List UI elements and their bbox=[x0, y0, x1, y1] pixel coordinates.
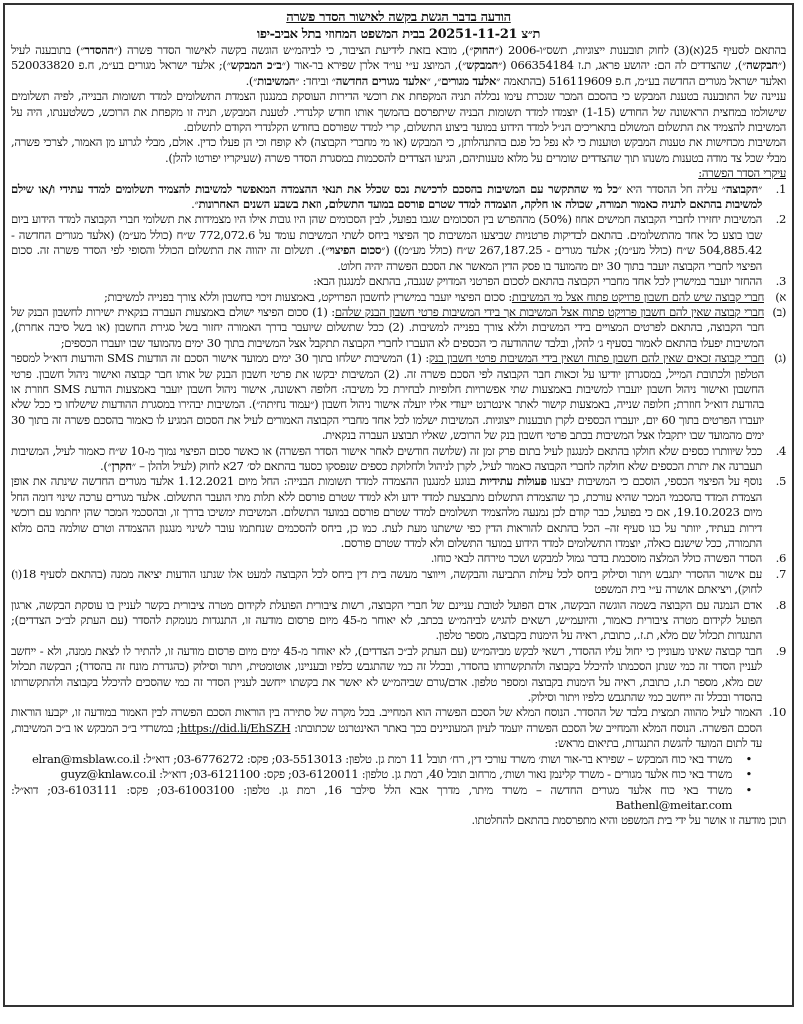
text-segment: ״), שהצדדים לה הם: יהושע פראג, ת.ז 066354184 (״ bbox=[497, 58, 747, 73]
text-segment: ״). bbox=[100, 458, 112, 473]
item-number: 1. bbox=[775, 181, 786, 196]
settlement-item bbox=[11, 444, 786, 475]
item-text bbox=[11, 551, 762, 566]
text-segment: המשיבות מכחישות את טענות המבקש וטוענות כי לא נפל כל פגם בהתנהלותן, כי המבקש (או מי מחברי הקבוצה) לא קופח וכי הן פעלו כדין. אולם, מבלי לגרוע מן האמור, לצרכי פשרה, מבלי שכל צד מודה בטענות משנהו תוך שהצדדים שומרים על מלוא טענותיהם, הגיעו הצדדים להסכמות במסגרת הסדר פשרה (שעיקריו יפורטו להלן). bbox=[11, 135, 786, 165]
text-segment: ״). bbox=[245, 73, 258, 88]
item-paragraph bbox=[11, 598, 762, 644]
item-text bbox=[11, 644, 762, 706]
text-segment: : סכום הפיצוי יועבר במישרין לחשבון הפרויקט, באמצעות זיכוי בחשבון וללא צורך בפנייה למשיבות; bbox=[104, 289, 512, 304]
sub-item-label: (ב) bbox=[772, 304, 786, 319]
item-text bbox=[11, 444, 762, 475]
notice-frame bbox=[3, 3, 794, 1007]
text-segment: ; במשרדי ב״כ המבקש או ב״כ המשיבות, עד לתום המועד להגשת התנגדות, בתיאום מראש: bbox=[11, 720, 762, 751]
text-segment: ״) בתובענה לעיל (״ bbox=[11, 43, 786, 73]
text-segment: אלעד מגורים bbox=[441, 73, 497, 88]
text-segment: כל מי שהתקשר עם המשיבות בהסכם לרכישת נכס שכלל את תנאי ההצמדה המאפשר למשיבות להצמיד תשלומים למדד עתידי ו/או שילם למשיבות בהתאם לתניה כאמור תמורה, שכולה או חלקה, הוצמדה למדד שטרם פורסם במועד התשלום, וזאת בשבע השנים האחרונות bbox=[11, 181, 762, 212]
item-text bbox=[11, 598, 762, 644]
text-segment: חבר קבוצה שאינו מעוניין כי יחול עליו ההסדר, רשאי לבקש מביהמ״ש (עם העתק לב״כ הצדדים), לא יאוחר מ-45 ימים מיום פרסום מודעה זו, להתיר לו לצאת ממנה, ולא - ייחשב לעניין הסדר זה כמי שנתן הסכמתו להיכלל בקבוצה ולהתקשרותו בהסדר, ובכלל זה כמי שהתגבש כלפיו ובעניינו, אוטומטית, ויתור וסילוק (כהגדרת מונח זה בהסדר); הבקשה תכלול שם מלא, מספר ת.ז, כתובת, ראיה על הימנות בקבוצה ומספר טלפון. אדם/גורם שביהמ״ש לא יאשר את בקשתו ייחשב לעניין הסדר זה כמי שהסכים להיכלל בקבוצה ולהתקשרותו בהסדר ובכלל זה ייחשב כמי שהתגבש כלפיו ויתור וסילוק. bbox=[11, 643, 762, 705]
text-segment: ככל שיוותרו כספים שלא חולקו בהתאם למנגנון לעיל בתום פרק זמן זה (שלושה חודשים לאחר אישור הסדר הפשרה) או כאשר סכום הפיצוי נמוך מ-10 ש״ח כאמור לעיל, המשיבות תעברנה את יתרת הכספים שלא חולקה לחברי הקבוצה כאמור לעיל, לקרן לניהול ולחלוקת כספים שנפסקו כסעד בהתאם לס׳ 27א לחוק (לעיל ולהלן – ״ bbox=[11, 443, 762, 473]
text-segment: הסדר הפשרה כולל המלצה מוסכמת בדבר גמול למבקש ושכר טירחה לבאי כוחו. bbox=[430, 551, 762, 566]
text-segment: ״ וביחד: ״ bbox=[295, 73, 336, 88]
item-number: 9. bbox=[775, 643, 786, 658]
item-paragraph bbox=[11, 474, 762, 551]
text-segment: עם אישור ההסדר יתגבש ויתור וסילוק ביחס לכל עילות התביעה והבקשה, וייווצר מעשה בית דין ביחס לכל הקבוצה למעט אלו שנתנו הודעות יציאה ממנה (בהתאם לסעיף 18(ו) לחוק), ויציאתם אושרה ע״י בית המשפט bbox=[11, 566, 762, 597]
text-segment: אדם הנמנה עם הקבוצה בשמה הוגשה הבקשה, אדם הפועל לטובת עניינם של חברי הקבוצה, רשות ציבורית הפועלת לקידום מטרה ציבורית בקשר לעניין בו עוסקת הבקשה, ארגון הפועל לקידום מטרה ציבורית כאמור, והיועמ״ש, רשאים להגיש לביהמ״ש בכתב, לא יאוחר מ-45 מיום פרסום מודעה זו, התנגדות מנומקת להסדר (עם העתק לב״כ הצדדים); התנגדות תכלול שם מלא, ת.ז., כתובת, ראיה על הימנות בקבוצה, מספר טלפון. bbox=[11, 597, 763, 643]
sub-item bbox=[11, 351, 786, 443]
sub-item bbox=[11, 290, 786, 305]
sub-item-text bbox=[11, 290, 764, 305]
item-paragraph bbox=[11, 705, 762, 751]
contact-text: משרד באי כוח אלעד מגורים החדשה – משרד מיתר, מדרך אבא הלל סילבר 16, רמת גן. טלפון: 03-61003100; פקס: 03-6103111; דוא״ל: Bathenl@meitar.com bbox=[11, 782, 732, 812]
item-text bbox=[11, 474, 762, 551]
settlement-item bbox=[11, 182, 786, 213]
item-text bbox=[11, 274, 762, 289]
settlement-item bbox=[11, 474, 786, 551]
sub-item-label: א) bbox=[775, 289, 786, 304]
text-segment: : (1) סכום הפיצוי ישולם באמצעות העברה בנקאית ישירות לחשבון הבנק של חבר הקבוצה, בהתאם לפרטים המצויים בידי המשיבות וללא צורך בפנייה למשיבות. (2) ככל שתשלום שיועבר בדרך האמורה יחזור בשל סגירת החשבון (או בשל סיבה אחרת), המשיבות יפעלו בהתאם לאמור בסעיף ג׳ להלן, ובלבד שההודעה כי הכספים לא הועברו לחברי הקבוצה תתקבל אצל המשיבות בתוך 30 ימים מהמועד שבו יועברו הכספים; bbox=[11, 304, 764, 350]
contact-text: משרד באי כוח אלעד מגורים - משרד קלינמן נאור ושות׳, מרחוב תובל 40, רמת גן. טלפון: 03-6120011; פקס: 03-6121100; דוא״ל: guyz@knlaw.co.il bbox=[60, 767, 732, 782]
intro-paragraph bbox=[11, 43, 786, 89]
text-segment: חברי קבוצה שיש להם חשבון פרויקט פתוח אצל מי המשיבות bbox=[511, 289, 764, 304]
text-segment: ״, ״ bbox=[426, 73, 442, 88]
item-paragraph bbox=[11, 444, 762, 475]
contact-item bbox=[11, 767, 786, 782]
text-segment: הבקשה bbox=[746, 58, 778, 73]
text-segment: החוק bbox=[473, 43, 495, 57]
item-number: 3. bbox=[775, 274, 786, 289]
item-paragraph bbox=[11, 274, 762, 289]
settlement-item bbox=[11, 705, 786, 751]
text-segment: ״. bbox=[191, 197, 199, 212]
settlement-item bbox=[11, 644, 786, 706]
text-segment: סכום הפיצוי bbox=[329, 243, 382, 258]
text-segment: ההסדר bbox=[84, 43, 114, 57]
contact-text: משרד באי כוח המבקש – שפירא בר-אור ושות׳ משרד עורכי דין, רח׳ תובל 11 רמת גן. טלפון: 03-5513013; פקס: 03-6776272; דוא״ל: elran@msblaw.co.il bbox=[31, 751, 732, 766]
text-segment: : (1) המשיבות ישלחו בתוך 30 ימים ממועד אישור הסכם זה הודעות SMS והודעות דוא״ל למספר הטלפון ולכתובת המייל, במסגרתן יודיעו על זכאות חבר הקבוצה לפי הסכם פשרה זה. (2) המשיבות יבקשו את פרטי חשבון הבנק של אותו חבר קבוצה ואישור ניהול חשבון. פרטי החשבון ואישור ניהול חשבון יועברו למשיבות באמצעות שתי אפשרויות חלופיות לבחירת כל משיבה: חלופה ראשונה, אישור ניהול חשבון יועבר באמצעות הודעת SMS חוזרת או בהודעת דוא״ל חוזרת; חלופה שנייה, באמצעות קישור לאתר אינטרנט ייעודי אליו יועלה אישור ניהול חשבון (״עמוד נחיתה״). המשיבות יבהירו במסגרת ההודעות שישלחו כי ככל שלא יועברו הפרטים בתוך 60 יום, יועברו הכספים לקרן תובענות ייצוגיות. המשיבות ישלמו לכל אחד מחברי הקבוצה האמורים לעיל את הסכום המגיע לו כאמור בהסכם פשרה זה בתוך 30 ימים מהמועד שבו יתקבלו אצל המשיבות בכתב פרטי חשבון בנק של הרוכש, שאליו תבוצע העברה בנקאית. bbox=[11, 351, 764, 443]
settlement-item bbox=[11, 274, 786, 289]
bullet-icon: • bbox=[745, 751, 752, 766]
item-number: 6. bbox=[775, 551, 786, 566]
text-segment: נוסף על הפיצוי הכספי, הוסכם כי המשיבות יבצעו bbox=[546, 474, 762, 489]
item-text bbox=[11, 567, 762, 598]
contact-list bbox=[11, 752, 786, 814]
text-segment: ״ bbox=[757, 181, 762, 196]
item-number: 5. bbox=[775, 474, 786, 489]
text-segment: המבקש bbox=[466, 58, 498, 73]
item-text bbox=[11, 212, 762, 274]
text-segment: עניינה של התובענה בטענת המבקש כי בהסכם המכר שנכרת עימו נכללה תניה המקפחת את רוכשי הדירות העוסקת במנגנון הצמדת התשלומים למדד תשומות הבנייה, לפיה תשלומים שישולמו במחצית הראשונה של החודש (1-15) יוצמדו למדד תשומות הבניה שיתפרסם בהמשך אותו חודש קלנדרי. לטענת המבקש, תניה זו מקפחת את הרוכש, כשלטענתו, היה על המשיבות להצמיד את התשלום המשולם בתאריכים הנ״ל למדד הידוע במועד ביצוע התשלום, קרי למדד שפורסם בחודש הקלנדרי הקודם לתשלום. bbox=[11, 89, 786, 135]
intro-section bbox=[11, 43, 786, 166]
item-paragraph bbox=[11, 567, 762, 598]
notice-title: הודעה בדבר הגשת בקשה לאישור הסדר פשרה bbox=[286, 10, 511, 25]
settlement-item bbox=[11, 551, 786, 566]
contact-item bbox=[11, 783, 786, 814]
text-segment: הקרן bbox=[111, 458, 132, 473]
text-segment: הקבוצה bbox=[725, 181, 758, 196]
text-segment: ״ עליה חל ההסדר היא ״ bbox=[617, 181, 726, 196]
text-segment: אלעד מגורים החדשה bbox=[335, 73, 427, 88]
text-segment: ההחזר יועבר במישרין לכל אחד מחברי הקבוצה בהתאם לסכום הפרטני המדויק שנגבה, בהתאם למנגנון הבא: bbox=[313, 274, 762, 289]
principles-heading: עיקרי הסדר הפשרה: bbox=[698, 166, 786, 181]
text-segment: האמור לעיל מהווה תמצית בלבד של ההסדר. הנוסח המלא של הסכם הפשרה הוא המחייב. בכל מקרה של סתירה בין הוראות הסכם הפשרה לבין האמור במודעה זו, יקבעו הוראות הסכם הפשרה. הנוסח המלא והמחייב של הסכם הפשרה יועמד לעיון המעוניינים בכך באתר האינטרנט שכתובתו: bbox=[11, 705, 762, 735]
item-number: 2. bbox=[775, 212, 786, 227]
contact-item bbox=[11, 752, 786, 767]
settlement-items bbox=[11, 182, 786, 752]
text-segment: בהתאם לסעיף 25(א)(3) לחוק תובענות ייצוגיות, תשס״ו-2006 (״ bbox=[494, 43, 786, 57]
settlement-item bbox=[11, 212, 786, 274]
sub-item-text bbox=[11, 351, 764, 443]
item-text bbox=[11, 182, 762, 213]
intro-paragraph bbox=[11, 135, 786, 166]
item-paragraph bbox=[11, 212, 762, 274]
text-segment: חברי קבוצה זכאים שאין להם חשבון פתוח ושאין בידי המשיבות פרטי חשבון בנק bbox=[428, 351, 764, 366]
item-text bbox=[11, 705, 762, 751]
item-number: 8. bbox=[775, 597, 786, 612]
text-segment: ״). תשלום זה יהווה את התשלום הכולל והסופי לפי הסדר פשרה זה. סכום הפיצוי לחברי הקבוצה יועבר בתוך 30 יום מהמועד בו פסק הדין המאשר את הסכם הפשרה יהיה חלוט. bbox=[11, 243, 762, 273]
text-segment: חברי קבוצה שאין להם חשבון פרויקט פתוח אצל המשיבות אך בידי המשיבות פרטי חשבון הבנק שלהם bbox=[334, 304, 764, 319]
agreement-link[interactable]: https://did.li/EhSZH bbox=[180, 720, 291, 735]
settlement-item bbox=[11, 567, 786, 598]
sub-item-text bbox=[11, 305, 764, 351]
text-segment: פעולות עתידיות bbox=[479, 474, 547, 489]
sub-item bbox=[11, 305, 786, 351]
bullet-icon: • bbox=[745, 767, 752, 782]
intro-paragraph bbox=[11, 89, 786, 135]
text-segment: ״), מובא בזאת לידיעת הציבור, כי לביהמ״ש הוגשה בקשה לאישור הסדר פשרה (״ bbox=[113, 43, 474, 57]
bullet-icon: • bbox=[745, 782, 752, 797]
sub-item-label: (ג) bbox=[774, 351, 786, 366]
item-number: 4. bbox=[775, 443, 786, 458]
text-segment: בנוגע למנגנון ההצמדה למדד תשומות הבנייה: החל מיום 1.12.2021 אלעד מגורים החדשה שינתה את אופן הצמדת המדד בהסכמי המכר שהיא עורכת, כך שהצמדת התשלום מתבצעת למדד ידוע ולא למדד שטרם פורסם ללא תלות מתי הועבר התשלום. אלעד מגורים ערכה שינוי דומה החל מיום 19.10.2023, אם כי בפועל, כבר קודם לכן נמנעה מלהצמיד תשלומים למדד שטרם פורסם במועד התשלום. המשיבות ימשיכו בדרך זו, ובהסכמי המכר שהן יחתמו עם רוכשי דירות בעתיד, יוותר על כנו סעיף זה– הכל בהתאם להוראות הדין כפי שישתנו מעת לעת. כמו כן, ביחס להסכמים שנחתמו עובר לשינוי מנגנון ההצמדה וטרם שולמה בהם מלוא התמורה, ככל שישנם כאלה, יוצמדו התשלומים למדד הידוע במועד התשלום ולא למדד שטרם פורסם. bbox=[11, 474, 762, 550]
text-segment: המשיבות יחזירו לחברי הקבוצה חמישים אחוז (50%) מההפרש בין הסכומים שגבו בפועל, לבין הסכומים שהן היו גובות אילו היו מצמידות את תשלומי חברי הקבוצה למדד הידוע ביום שבו בוצע כל אחד מהתשלומים. בהתאם לבדיקות פרטניות שביצעו המשיבות סך הפיצוי ביחס לשתי המשיבות עומד על 772,072.6 ש״ח (כולל מע״מ) (אלעד מגורים החדשה - 504,885.42 ש״ח (כולל מע״מ); אלעד מגורים - 267,187.25 ש״ח (כולל מע״מ)) (״ bbox=[11, 212, 763, 258]
text-segment: המשיבות bbox=[257, 73, 296, 88]
closing-note: תוכן מודעה זו אושר על ידי בית המשפט והיא מתפרסמת בהתאם להחלטתו. bbox=[471, 813, 786, 828]
case-number: ת״צ 20251-11-21 בבית המשפט המחוזי בתל אביב-יפו bbox=[256, 27, 541, 42]
text-segment: ״); אלעד ישראל מגורים בע״מ, ח.פ 520033820 ואלעד ישראל מגורים החדשה בע״מ, ח.פ 516119609 (בהתאמה ״ bbox=[11, 58, 786, 88]
item-paragraph bbox=[11, 182, 762, 213]
item-number: 10. bbox=[768, 705, 786, 720]
item-number: 7. bbox=[775, 566, 786, 581]
text-segment: ב״כ המבקש bbox=[230, 58, 282, 73]
item-paragraph bbox=[11, 551, 762, 566]
settlement-item bbox=[11, 598, 786, 644]
text-segment: ״), המיוצג ע״י עו״ד אלרן שפירא בר-אור (״ bbox=[281, 58, 467, 73]
item-paragraph bbox=[11, 644, 762, 706]
